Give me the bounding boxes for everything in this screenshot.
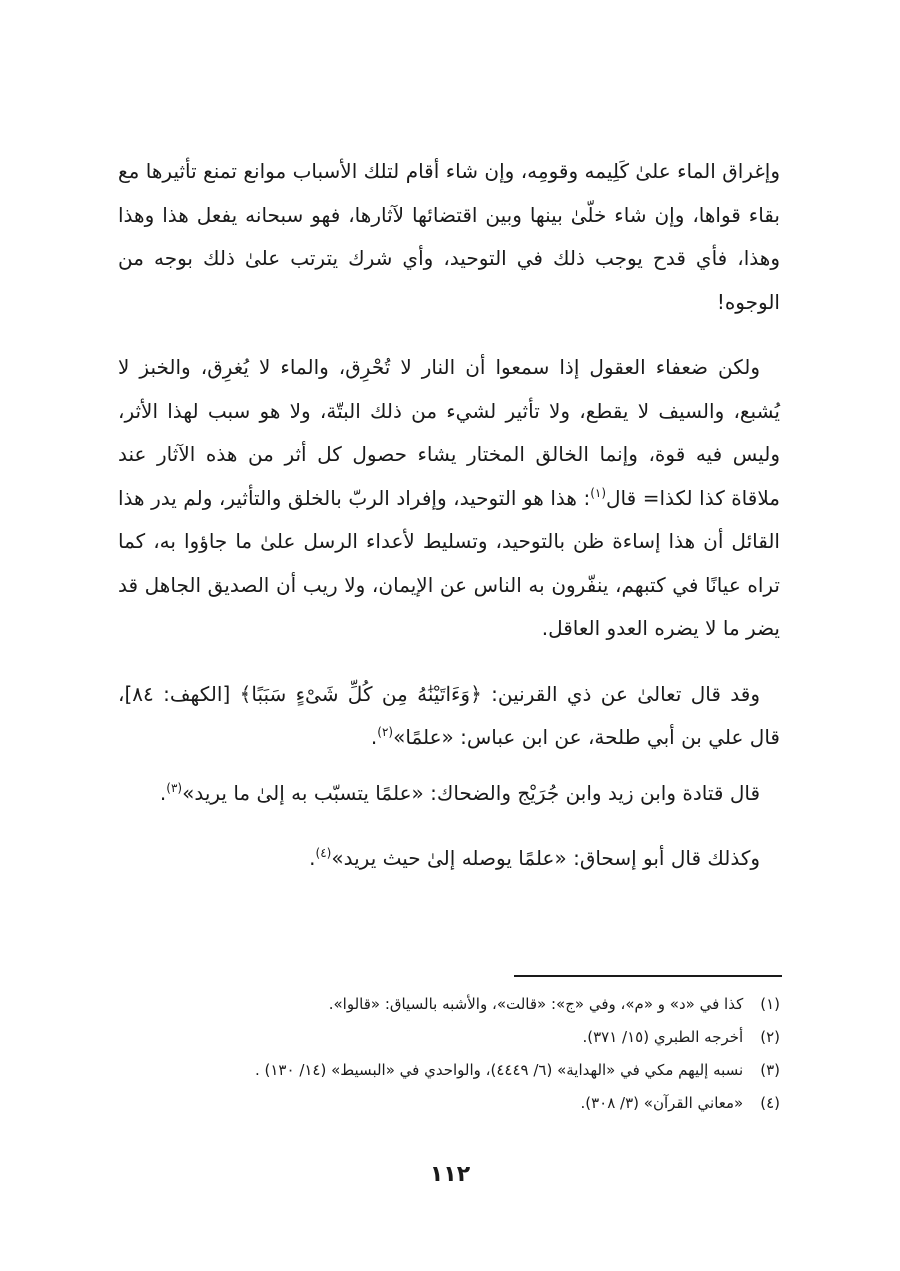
paragraph-2-text-a: ولكن ضعفاء العقول إذا سمعوا أن النار لا تُحْرِق، والماء لا يُغرِق، والخبز لا يُشبع، والسيف لا يقطع، ولا تأثير لشيء من ذلك البتّة، ولا هو سبب لهذا الأثر، وليس فيه قوة، وإنما الخالق المختار يشاء حصول كل أثر من هذه الآثار عند ملاقاة كذا لكذا= قال — [118, 355, 780, 510]
paragraph-4 — [118, 772, 780, 816]
footnote-2 — [118, 1021, 780, 1054]
page-number: ١١٢ — [429, 1162, 471, 1187]
footnote-3-number: (٣) — [760, 1061, 780, 1079]
footnote-ref-1: (١) — [590, 485, 607, 500]
footnote-ref-3: (٣) — [166, 780, 183, 795]
paragraph-5 — [118, 837, 780, 881]
footnote-3 — [118, 1054, 780, 1087]
paragraph-4-text-a: قال قتادة وابن زيد وابن جُرَيْج والضحاك: «علمًا يتسبّب به إلىٰ ما يريد» — [182, 780, 760, 805]
footnotes — [118, 988, 780, 1120]
paragraph-1 — [118, 150, 780, 324]
paragraph-3-text-b: [الكهف: ٨٤]، قال علي بن أبي طلحة، عن ابن عباس: «علمًا» — [118, 681, 780, 749]
quran-verse: ﴿وَءَاتَيْنَٰهُ مِن كُلِّ شَىْءٍ سَبَبًا﴾ — [239, 681, 482, 706]
paragraph-3-text-c: . — [370, 725, 378, 749]
paragraph-1-text: وإغراق الماء علىٰ كَلِيمه وقومِه، وإن شاء أقام لتلك الأسباب موانع تمنع تأثيرها مع بقاء قواها، وإن شاء خلّىٰ بينها وبين اقتضائها لآثارها، فهو سبحانه يفعل هذا وهذا وهذا، فأي قدح يوجب ذلك في التوحيد، وأي شرك يترتب علىٰ ذلك بوجه من الوجوه! — [118, 159, 780, 314]
main-text — [118, 150, 780, 881]
footnote-3-text: نسبه إليهم مكي في «الهداية» (٦/ ٤٤٤٩)، والواحدي في «البسيط» (١٤/ ١٣٠) . — [254, 1061, 744, 1079]
paragraph-4-text-b: . — [159, 780, 167, 805]
paragraph-5-text-b: . — [309, 846, 316, 870]
footnote-4 — [118, 1087, 780, 1120]
footnote-ref-2: (٢) — [377, 725, 394, 739]
paragraph-5-text-a: وكذلك قال أبو إسحاق: «علمًا يوصله إلىٰ حيث يريد» — [331, 846, 760, 870]
footnote-1-number: (١) — [760, 995, 780, 1013]
footnote-2-number: (٢) — [760, 1028, 780, 1046]
footnote-4-text: «معاني القرآن» (٣/ ٣٠٨). — [580, 1094, 744, 1112]
footnote-1 — [118, 988, 780, 1021]
footnote-2-text: أخرجه الطبري (١٥/ ٣٧١). — [582, 1028, 744, 1046]
footnote-separator — [514, 975, 782, 977]
paragraph-3-text-a: وقد قال تعالىٰ عن ذي القرنين: — [481, 681, 760, 706]
footnote-ref-4: (٤) — [315, 846, 332, 860]
paragraph-2-text-b: : هذا هو التوحيد، وإفراد الربّ بالخلق والتأثير، ولم يدر هذا القائل أن هذا إساءة ظن بالتوحيد، وتسليط لأعداء الرسل علىٰ ما جاؤوا به، كما تراه عيانًا في كتبهم، ينفّرون به الناس عن الإيمان، ولا ريب أن الصديق الجاهل قد يضر ما لا يضره العدو العاقل. — [118, 485, 780, 640]
footnote-1-text: كذا في «د» و «م»، وفي «ج»: «قالت»، والأشبه بالسياق: «قالوا». — [328, 995, 744, 1013]
footnote-4-number: (٤) — [760, 1094, 780, 1112]
paragraph-2 — [118, 346, 780, 651]
paragraph-3 — [118, 673, 780, 760]
